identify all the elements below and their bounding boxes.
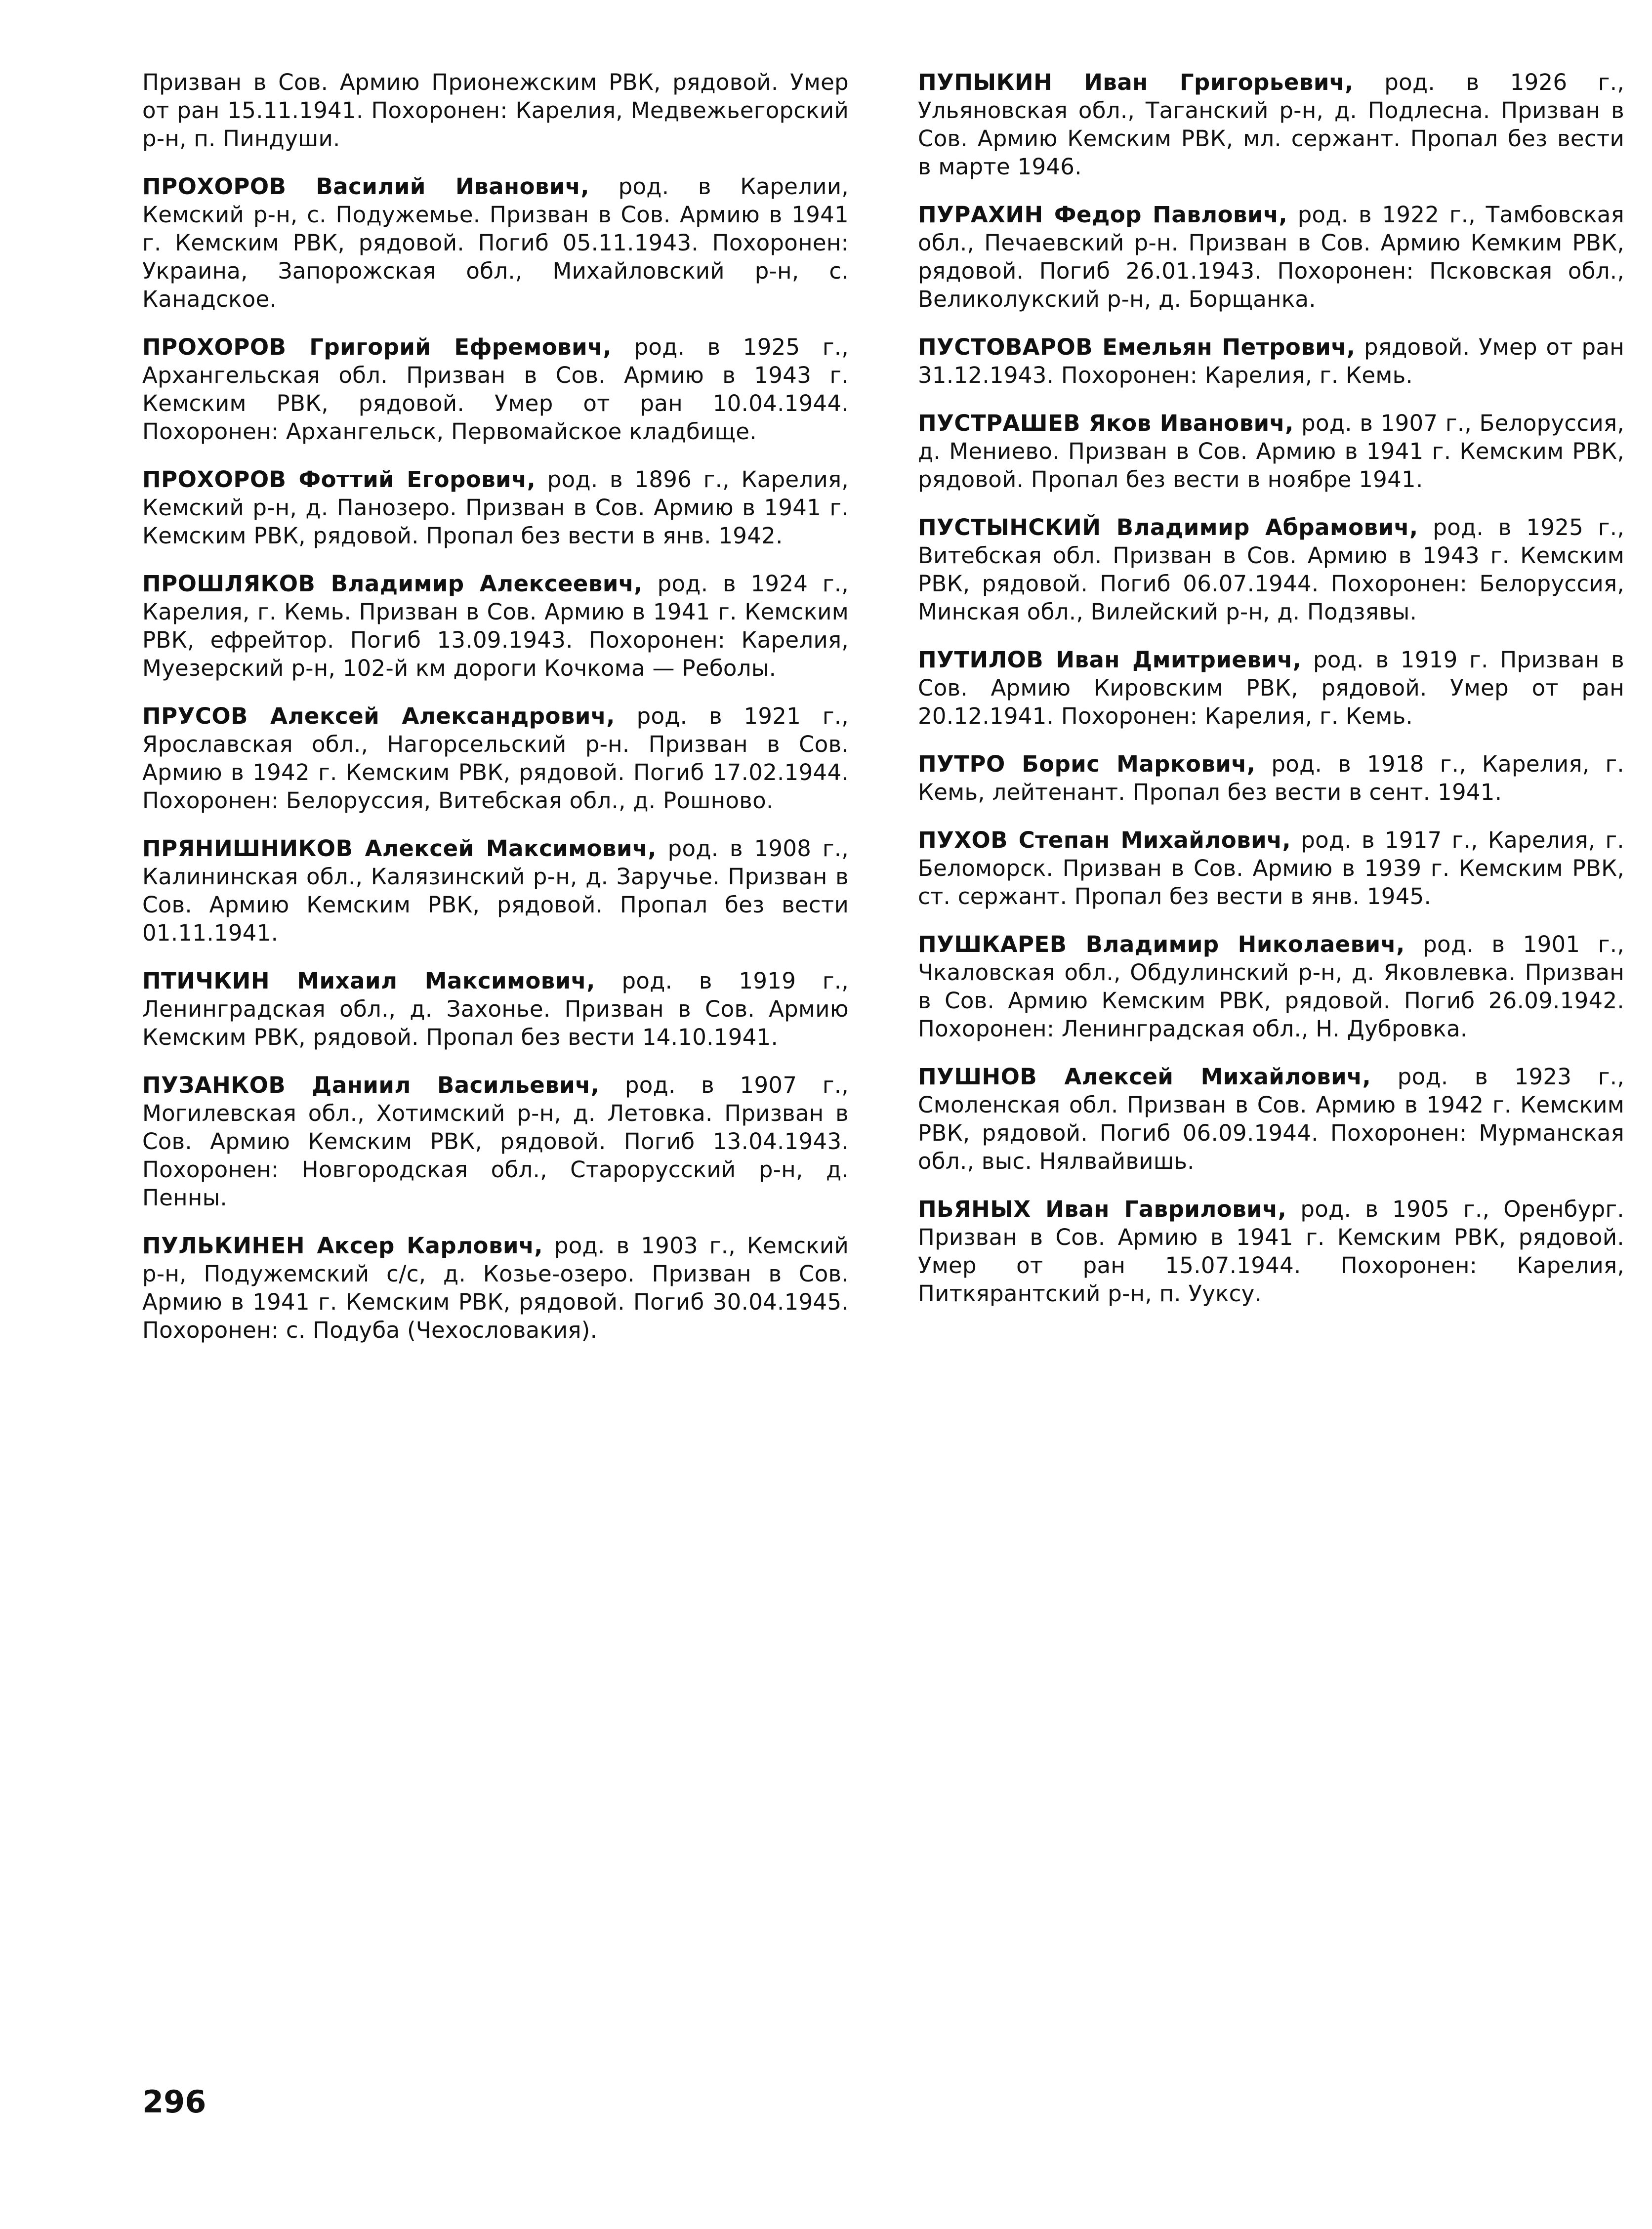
entry-text: род. в 1924 г., Карелия, г. Кемь. Призван в Сов. Армию в 1941 г. Кемским РВК, ефрейтор. Погиб 13.09.1943. Похоронен: Карелия, Муезерский р-н, 102-й км дороги Кочкома — Реболы. — [142, 571, 849, 681]
entry-text: род. в Карелии, Кемский р-н, с. Подужемье. Призван в Сов. Армию в 1941 г. Кемским РВК, рядовой. Погиб 05.11.1943. Похоронен: Украина, Запорожская обл., Михайловский р-н, с. Канадское. — [142, 173, 849, 312]
entry-text: род. в 1907 г., Могилевская обл., Хотимский р-н, д. Летовка. Призван в Сов. Армию Кемским РВК, рядовой. Погиб 13.04.1943. Похоронен: Новгородская обл., Старорусский р-н, д. Пенны. — [142, 1072, 849, 1211]
entry-text: род. в 1905 г., Оренбург. Призван в Сов. Армию в 1941 г. Кемским РВК, рядовой. Умер от ран 15.07.1944. Похоронен: Карелия, Питкярантский р-н, п. Ууксу. — [918, 1196, 1624, 1307]
entry — [142, 967, 849, 1051]
entry — [142, 465, 849, 550]
left-column — [142, 68, 849, 1364]
entry — [918, 930, 1624, 1043]
entry-text: род. в 1907 г., Белоруссия, д. Мениево. Призван в Сов. Армию в 1941 г. Кемским РВК, рядовой. Пропал без вести в ноябре 1941. — [918, 410, 1624, 493]
entry — [918, 1195, 1624, 1308]
entry-name: ПУЗАНКОВ Даниил Васильевич, — [142, 1072, 600, 1098]
entry-name: ПУСТОВАРОВ Емельян Петрович, — [918, 334, 1356, 360]
entry-text: род. в 1918 г., Карелия, г. Кемь, лейтенант. Пропал без вести в сент. 1941. — [918, 751, 1624, 805]
entry-name: ПРЯНИШНИКОВ Алексей Максимович, — [142, 835, 657, 862]
entry — [142, 1232, 849, 1344]
entry-text: род. в 1901 г., Чкаловская обл., Обдулинский р-н, д. Яковлевка. Призван в Сов. Армию Кемским РВК, рядовой. Погиб 26.09.1942. Похоронен: Ленинградская обл., Н. Дубровка. — [918, 931, 1624, 1042]
entry-text: род. в 1908 г., Калининская обл., Калязинский р-н, д. Заручье. Призван в Сов. Армию Кемским РВК, рядовой. Пропал без вести 01.11.1941. — [142, 835, 849, 946]
entry — [918, 646, 1624, 730]
entry — [142, 1071, 849, 1212]
entry-name: ПРУСОВ Алексей Александрович, — [142, 703, 615, 729]
entry — [918, 201, 1624, 313]
entry-name: ПЬЯНЫХ Иван Гаврилович, — [918, 1196, 1287, 1222]
entry — [142, 68, 849, 153]
entry-name: ПРОШЛЯКОВ Владимир Алексеевич, — [142, 571, 643, 597]
entry-name: ПУТРО Борис Маркович, — [918, 751, 1256, 777]
page-number: 296 — [142, 2084, 206, 2120]
entry-name: ПРОХОРОВ Григорий Ефремович, — [142, 334, 612, 360]
entry-name: ПУЛЬКИНЕН Аксер Карлович, — [142, 1233, 543, 1259]
entry — [142, 172, 849, 313]
entry — [918, 513, 1624, 626]
entry-text: род. в 1917 г., Карелия, г. Беломорск. Призван в Сов. Армию в 1939 г. Кемским РВК, ст. сержант. Пропал без вести в янв. 1945. — [918, 827, 1625, 909]
entry-name: ПУПЫКИН Иван Григорьевич, — [918, 69, 1354, 95]
entry-text: род. в 1919 г. Призван в Сов. Армию Кировским РВК, рядовой. Умер от ран 20.12.1941. Похоронен: Карелия, г. Кемь. — [918, 647, 1624, 729]
entry — [918, 409, 1624, 494]
entry-text: род. в 1922 г., Тамбовская обл., Печаевский р-н. Призван в Сов. Армию Кемким РВК, рядовой. Погиб 26.01.1943. Похоронен: Псковская обл., Великолукский р-н, д. Борщанка. — [918, 202, 1624, 312]
entry — [918, 68, 1624, 181]
entry-text: род. в 1896 г., Карелия, Кемский р-н, д. Панозеро. Призван в Сов. Армию в 1941 г. Кемским РВК, рядовой. Пропал без вести в янв. 1942. — [142, 466, 849, 549]
entry — [142, 702, 849, 815]
entry — [142, 834, 849, 947]
entry-name: ПУХОВ Степан Михайлович, — [918, 827, 1291, 853]
entry-name: ПУРАХИН Федор Павлович, — [918, 202, 1288, 228]
entry-text: род. в 1926 г., Ульяновская обл., Таганский р-н, д. Подлесна. Призван в Сов. Армию Кемским РВК, мл. сержант. Пропал без вести в марте 1946. — [918, 69, 1624, 180]
entry — [142, 570, 849, 682]
entry-name: ПТИЧКИН Михаил Максимович, — [142, 968, 595, 994]
entry-name: ПУСТЫНСКИЙ Владимир Абрамович, — [918, 514, 1418, 540]
entry-name: ПУШНОВ Алексей Михайлович, — [918, 1064, 1371, 1090]
entry-text: род. в 1925 г., Архангельская обл. Призван в Сов. Армию в 1943 г. Кемским РВК, рядовой. Умер от ран 10.04.1944. Похоронен: Архангельск, Первомайское кладбище. — [142, 334, 849, 445]
entry — [918, 826, 1624, 910]
entry — [918, 750, 1624, 806]
entry-name: ПРОХОРОВ Фоттий Егорович, — [142, 466, 536, 493]
right-column — [918, 68, 1624, 1327]
entry-text: род. в 1923 г., Смоленская обл. Призван в Сов. Армию в 1942 г. Кемским РВК, рядовой. Погиб 06.09.1944. Похоронен: Мурманская обл., выс. Нялвайвишь. — [918, 1064, 1624, 1174]
entry — [142, 333, 849, 446]
entry — [918, 333, 1624, 389]
entry-text: род. в 1919 г., Ленинградская обл., д. Захонье. Призван в Сов. Армию Кемским РВК, рядовой. Пропал без вести 14.10.1941. — [142, 968, 849, 1050]
entry-name: ПРОХОРОВ Василий Иванович, — [142, 173, 590, 200]
entry-text: Призван в Сов. Армию Прионежским РВК, рядовой. Умер от ран 15.11.1941. Похоронен: Карелия, Медвежьегорский р-н, п. Пиндуши. — [142, 69, 849, 152]
entry-text: род. в 1921 г., Ярославская обл., Нагорсельский р-н. Призван в Сов. Армию в 1942 г. Кемским РВК, рядовой. Погиб 17.02.1944. Похоронен: Белоруссия, Витебская обл., д. Рошново. — [142, 703, 849, 814]
entry-text: род. в 1925 г., Витебская обл. Призван в Сов. Армию в 1943 г. Кемским РВК, рядовой. Погиб 06.07.1944. Похоронен: Белоруссия, Минская обл., Вилейский р-н, д. Подзявы. — [918, 514, 1624, 625]
entry — [918, 1063, 1624, 1175]
entry-name: ПУШКАРЕВ Владимир Николаевич, — [918, 931, 1405, 957]
entry-name: ПУСТРАШЕВ Яков Иванович, — [918, 410, 1294, 436]
entry-text: рядовой. Умер от ран 31.12.1943. Похоронен: Карелия, г. Кемь. — [918, 334, 1624, 388]
entry-name: ПУТИЛОВ Иван Дмитриевич, — [918, 647, 1302, 673]
entry-text: род. в 1903 г., Кемский р-н, Подужемский с/с, д. Козье-озеро. Призван в Сов. Армию в 1941 г. Кемским РВК, рядовой. Погиб 30.04.1945. Похоронен: с. Подуба (Чехословакия). — [142, 1233, 849, 1343]
